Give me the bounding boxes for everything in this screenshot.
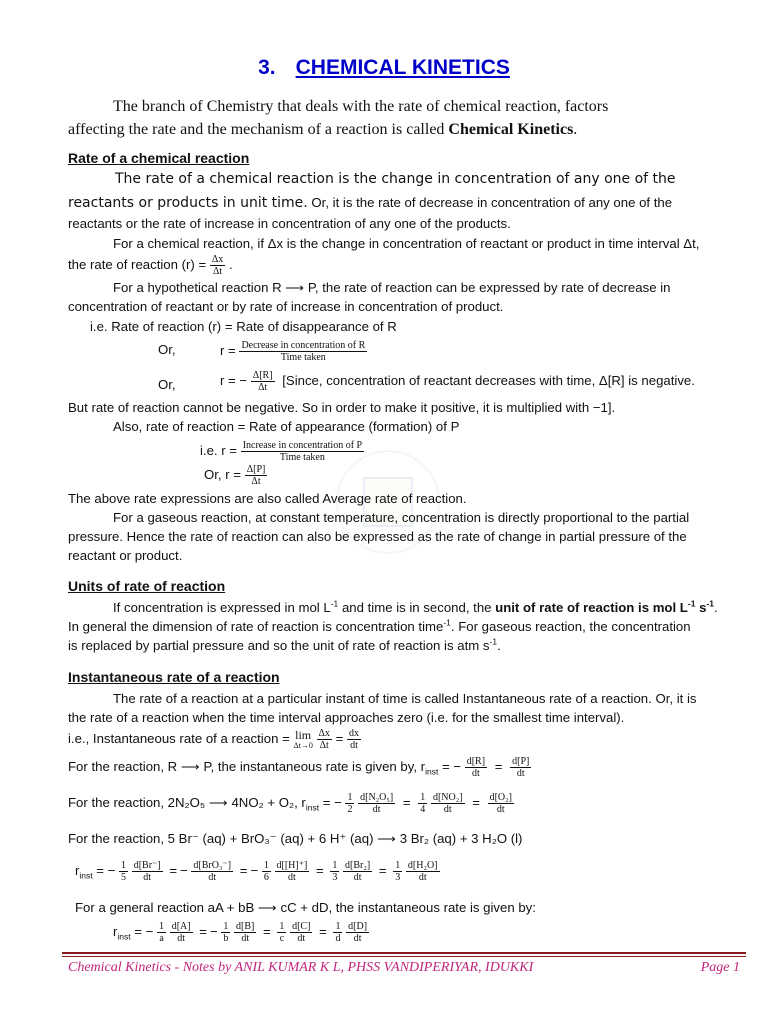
rate-gas-3: reactant or product. bbox=[68, 548, 183, 563]
fraction-increase-time: $\frac{\text{Increase in concentration of P}}{\text{Time taken}}$ bbox=[242, 440, 363, 463]
fraction-dx-dt: $\frac{\Delta x}{\Delta t}$ bbox=[211, 254, 224, 277]
rate-average: The above rate expressions are also called Average rate of reaction. bbox=[68, 491, 467, 506]
chapter-number: 3. bbox=[258, 56, 276, 79]
fraction-dR-dt: $\frac{\Delta[R]}{\Delta t}$ bbox=[252, 370, 273, 393]
inst-limit-expression: i.e., Instantaneous rate of a reaction = lim Δt→0 $\frac{\Delta x}{\Delta t}$ = $\frac{dx}{dt}$ bbox=[68, 728, 359, 751]
intro-line-2: affecting the rate and the mechanism of a reaction is called Chemical Kinetics. bbox=[68, 121, 578, 138]
rate-or-1: Or, bbox=[158, 342, 176, 357]
rate-eq-2: r = − $\frac{\Delta[R]}{\Delta t}$ [Since, concentration of reactant decreases with time, Δ[R] is negative. bbox=[220, 370, 695, 393]
footer-rule-thick bbox=[62, 952, 746, 954]
page-title bbox=[0, 56, 768, 80]
fraction-dP-dt: $\frac{\Delta[P]}{\Delta t}$ bbox=[246, 464, 266, 487]
inst-general-rate: $r_{inst}$ = − $\frac{1}{a}$ $\frac{d[A]}{dt}$ = − $\frac{1}{b}$ $\frac{d[B]}{dt}$ = $\frac{1}{c}$ $\frac{d[C]}{dt}$ = $\frac{1}{d}$ $\frac{d[D]}{dt}$ bbox=[113, 921, 368, 944]
rate-but: But rate of reaction cannot be negative. So in order to make it positive, it is multiplied with −1]. bbox=[68, 400, 616, 415]
rate-ie-1: i.e. Rate of reaction (r) = Rate of disappearance of R bbox=[90, 319, 397, 334]
section-heading-rate: Rate of a chemical reaction bbox=[68, 150, 250, 166]
rate-para-3b: concentration of reactant or by rate of increase in concentration of product. bbox=[68, 299, 504, 314]
rate-also: Also, rate of reaction = Rate of appearance (formation) of P bbox=[113, 419, 460, 434]
fraction-decrease-time: $\frac{\text{Decrease in concentration of R}}{\text{Time taken}}$ bbox=[241, 340, 366, 363]
rate-definition-3: reactants or the rate of increase in concentration of any one of the products. bbox=[68, 216, 511, 231]
rate-eq-3: i.e. r = $\frac{\text{Increase in concentration of P}}{\text{Time taken}}$ bbox=[200, 440, 363, 463]
inst-reaction-3-rate: $r_{inst}$ = − $\frac{1}{5}$ $\frac{d[Br^-]}{dt}$ = − $\frac{\text{d[BrO₃⁻]}}{dt}$ = − $\frac{1}{6}$ $\frac{d[[H]^+]}{dt}$ = $\frac{1}{3}$ $\frac{\text{d[Br₂]}}{dt}$ = $\frac{1}{3}$ $\frac{\text{d[H₂O]}}{dt}$ bbox=[75, 860, 438, 883]
page-number: Page 1 bbox=[700, 960, 740, 975]
rate-definition-1: The rate of a chemical reaction is the change in concentration of any one of the bbox=[115, 171, 676, 187]
footer-text: Chemical Kinetics - Notes by ANIL KUMAR K L, PHSS VANDIPERIYAR, IDUKKI bbox=[68, 960, 534, 975]
intro-line-1: The branch of Chemistry that deals with the rate of chemical reaction, factors bbox=[113, 98, 609, 115]
inst-reaction-2: For the reaction, 2N₂O₅ ⟶ 4NO₂ + O₂, $r_{inst}$ = − $\frac{1}{2}$ $\frac{\text{d[N₂O₅]}}{dt}$ = $\frac{1}{4}$ $\frac{\text{d[NO₂]}}{dt}$ = $\frac{\text{d[O₂]}}{dt}$ bbox=[68, 792, 512, 815]
fraction-dx-dt-derivative: $\frac{dx}{dt}$ bbox=[348, 728, 359, 751]
units-line-1: If concentration is expressed in mol $L^{-1}$ and time is in second, the unit of rate of reaction is mol $L^{-1}$ $s^{-1}$. bbox=[113, 598, 718, 615]
inst-line-2: the rate of a reaction when the time interval approaches zero (i.e. for the smallest time interval). bbox=[68, 710, 625, 725]
inst-line-1: The rate of a reaction at a particular instant of time is called Instantaneous rate of a reaction. Or, it is bbox=[113, 691, 697, 706]
limit-operator: lim Δt→0 bbox=[293, 728, 313, 750]
section-heading-units: Units of rate of reaction bbox=[68, 578, 226, 594]
rate-gas-1: For a gaseous reaction, at constant temperature, concentration is directly proportional to the partial bbox=[113, 510, 690, 525]
chapter-title: CHEMICAL KINETICS bbox=[295, 56, 510, 79]
inst-general-reaction: For a general reaction aA + bB ⟶ cC + dD, the instantaneous rate is given by: bbox=[75, 900, 536, 915]
footer-rule-thin bbox=[62, 956, 746, 957]
fraction-dx-dt-delta: $\frac{\Delta x}{\Delta t}$ bbox=[318, 728, 330, 751]
rate-para-2a: For a chemical reaction, if Δx is the change in concentration of reactant or product in time interval Δt, bbox=[113, 236, 700, 251]
inst-reaction-1: For the reaction, R ⟶ P, the instantaneous rate is given by, $r_{inst}$ = − $\frac{d[R]}{dt}$ = $\frac{d[P]}{dt}$ bbox=[68, 756, 530, 779]
page-footer bbox=[68, 960, 740, 976]
inst-reaction-3: For the reaction, 5 Br⁻ (aq) + BrO₃⁻ (aq) + 6 H⁺ (aq) ⟶ 3 Br₂ (aq) + 3 H₂O (l) bbox=[68, 831, 523, 846]
units-line-3: is replaced by partial pressure and so the unit of rate of reaction is atm $s^{-1}$. bbox=[68, 636, 501, 653]
rate-or-2: Or, bbox=[158, 377, 176, 392]
units-line-2: In general the dimension of rate of reaction is concentration time$^{-1}$. For gaseous reaction, the concentration bbox=[68, 617, 691, 634]
rate-gas-2: pressure. Hence the rate of reaction can also be expressed as the rate of change in partial pressure of the bbox=[68, 529, 687, 544]
rate-para-3a: For a hypothetical reaction R ⟶ P, the rate of reaction can be expressed by rate of decrease in bbox=[113, 280, 671, 295]
section-heading-instantaneous: Instantaneous rate of a reaction bbox=[68, 669, 280, 685]
rate-eq-4: Or, r = $\frac{\Delta[P]}{\Delta t}$ bbox=[204, 464, 266, 487]
rate-para-2b: the rate of reaction (r) = $\frac{\Delta x}{\Delta t}$ . bbox=[68, 254, 233, 277]
rate-eq-1: r = $\frac{\text{Decrease in concentration of R}}{\text{Time taken}}$ bbox=[220, 340, 366, 363]
rate-definition-2: reactants or products in unit time. Or, it is the rate of decrease in concentration of any one of the bbox=[68, 195, 673, 211]
